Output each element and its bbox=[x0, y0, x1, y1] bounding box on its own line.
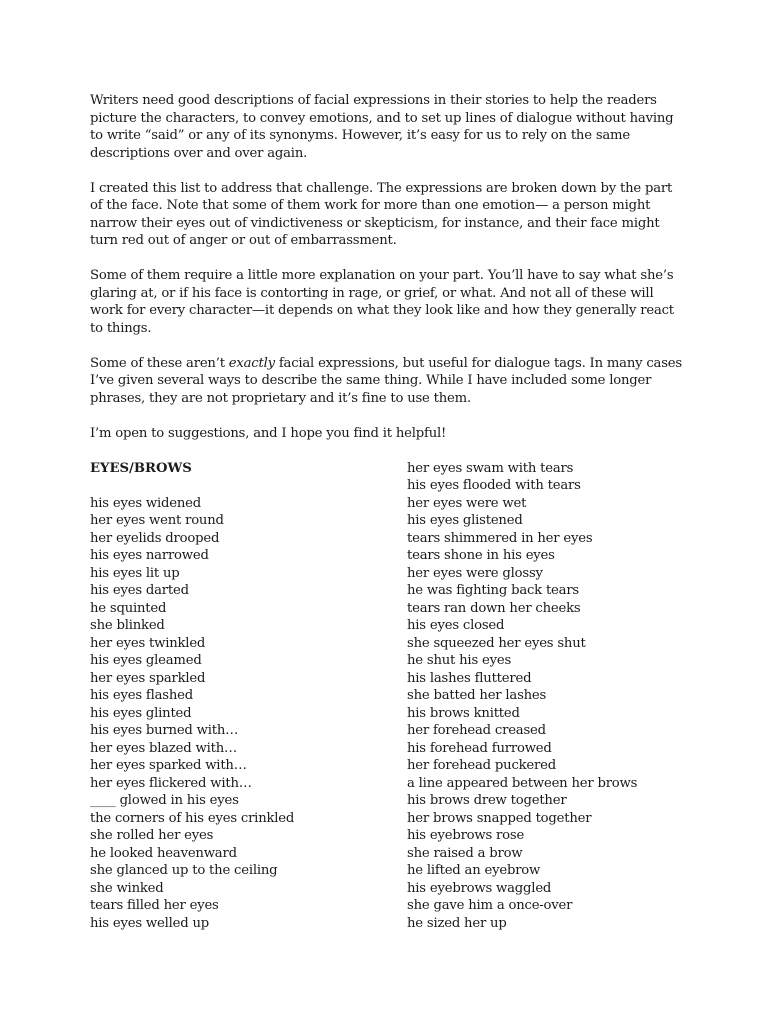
intro-paragraph-5: I’m open to suggestions, and I hope you find it helpful! bbox=[90, 425, 447, 441]
list-item: tears shimmered in her eyes bbox=[407, 530, 593, 546]
list-item: her eyes blazed with… bbox=[90, 740, 238, 756]
list-item: his eyes darted bbox=[90, 583, 189, 598]
list-item: his eyes glinted bbox=[90, 705, 192, 721]
list-item: his lashes fluttered bbox=[407, 670, 532, 686]
list-item: her eyes sparked with… bbox=[90, 758, 247, 773]
list-item: his eyes widened bbox=[90, 495, 201, 511]
intro-paragraph-4-end: facial expressions, but useful for dialogue tags. In many cases I’ve given several ways to describe the same thing. While I have included some longer phrases, they are not proprietary and it’s fine to use them. bbox=[90, 355, 682, 406]
list-item: his brows knitted bbox=[407, 705, 520, 721]
list-item: he lifted an eyebrow bbox=[407, 863, 541, 878]
list-item: he sized her up bbox=[407, 915, 507, 931]
list-item: tears ran down her cheeks bbox=[407, 600, 581, 616]
list-item: his eyes gleamed bbox=[90, 653, 202, 668]
intro-paragraph-4-start: Some of these aren’t bbox=[90, 355, 229, 371]
list-item: the corners of his eyes crinkled bbox=[90, 810, 295, 826]
list-item: his eyebrows waggled bbox=[407, 880, 552, 896]
list-item: her eyes twinkled bbox=[90, 635, 206, 651]
list-item: she batted her lashes bbox=[407, 688, 547, 703]
list-item: his eyes welled up bbox=[90, 915, 209, 931]
intro-paragraph-1: Writers need good descriptions of facial expressions in their stories to help the readers picture the characters, to convey emotions, and to set up lines of dialogue without having to write “said” or any of its synonyms. However, it’s easy for us to rely on the same descriptions over and over again. bbox=[90, 93, 674, 161]
list-item: his eyes lit up bbox=[90, 565, 180, 581]
intro-paragraph-3: Some of them require a little more explanation on your part. You’ll have to say what she’s glaring at, or if his face is contorting in rage, or grief, or what. And not all of these will work for every character—it depends on what they look like and how they generally react to things. bbox=[90, 268, 674, 336]
list-item: his eyes glistened bbox=[407, 513, 523, 528]
list-item: he looked heavenward bbox=[90, 845, 237, 861]
intro-paragraph-4 bbox=[90, 355, 685, 408]
list-item: her forehead puckered bbox=[407, 758, 556, 773]
list-item: his eyes closed bbox=[407, 618, 505, 633]
list-item: his eyebrows rose bbox=[407, 828, 525, 843]
list-item: he was fighting back tears bbox=[407, 583, 579, 598]
heading-spacer bbox=[90, 477, 294, 495]
list-item: tears filled her eyes bbox=[90, 898, 219, 913]
list-item: his eyes burned with… bbox=[90, 723, 239, 738]
intro-section bbox=[90, 92, 685, 442]
list-item: her eyes swam with tears bbox=[407, 460, 574, 476]
left-column bbox=[90, 460, 294, 933]
intro-paragraph-2: I created this list to address that challenge. The expressions are broken down by the part of the face. Note that some of them work for more than one emotion— a person might narrow their eyes out of vindictiveness or skepticism, for instance, and their face might turn red out of anger or out of embarrassment. bbox=[90, 180, 673, 248]
list-item: she glanced up to the ceiling bbox=[90, 863, 278, 878]
list-item: her forehead creased bbox=[407, 723, 546, 738]
list-item: his eyes flooded with tears bbox=[407, 478, 581, 493]
list-item: she gave him a once-over bbox=[407, 898, 573, 913]
list-item: she winked bbox=[90, 880, 164, 896]
list-item: his forehead furrowed bbox=[407, 740, 552, 756]
document-page bbox=[90, 92, 685, 940]
intro-paragraph-4-emphasis: exactly bbox=[228, 355, 275, 371]
list-item: she blinked bbox=[90, 618, 165, 633]
list-item: he shut his eyes bbox=[407, 653, 512, 668]
list-item: her eyes were wet bbox=[407, 495, 527, 511]
list-item: tears shone in his eyes bbox=[407, 548, 555, 563]
list-item: her eyes went round bbox=[90, 513, 224, 528]
list-item: she raised a brow bbox=[407, 845, 523, 861]
list-item: ____ glowed in his eyes bbox=[90, 793, 239, 808]
list-item: he squinted bbox=[90, 600, 167, 616]
right-column bbox=[407, 460, 637, 933]
list-item: her eyelids drooped bbox=[90, 530, 220, 546]
expression-lists bbox=[90, 460, 685, 940]
list-item: her brows snapped together bbox=[407, 810, 592, 826]
section-heading: EYES/BROWS bbox=[90, 460, 192, 476]
list-item: her eyes sparkled bbox=[90, 670, 206, 686]
list-item: her eyes flickered with… bbox=[90, 775, 252, 791]
list-item: his eyes narrowed bbox=[90, 548, 209, 563]
list-item: his brows drew together bbox=[407, 793, 567, 808]
list-item: she rolled her eyes bbox=[90, 828, 214, 843]
list-item: she squeezed her eyes shut bbox=[407, 635, 586, 651]
list-item: a line appeared between her brows bbox=[407, 775, 638, 791]
list-item: his eyes flashed bbox=[90, 688, 193, 703]
list-item: her eyes were glossy bbox=[407, 565, 543, 581]
